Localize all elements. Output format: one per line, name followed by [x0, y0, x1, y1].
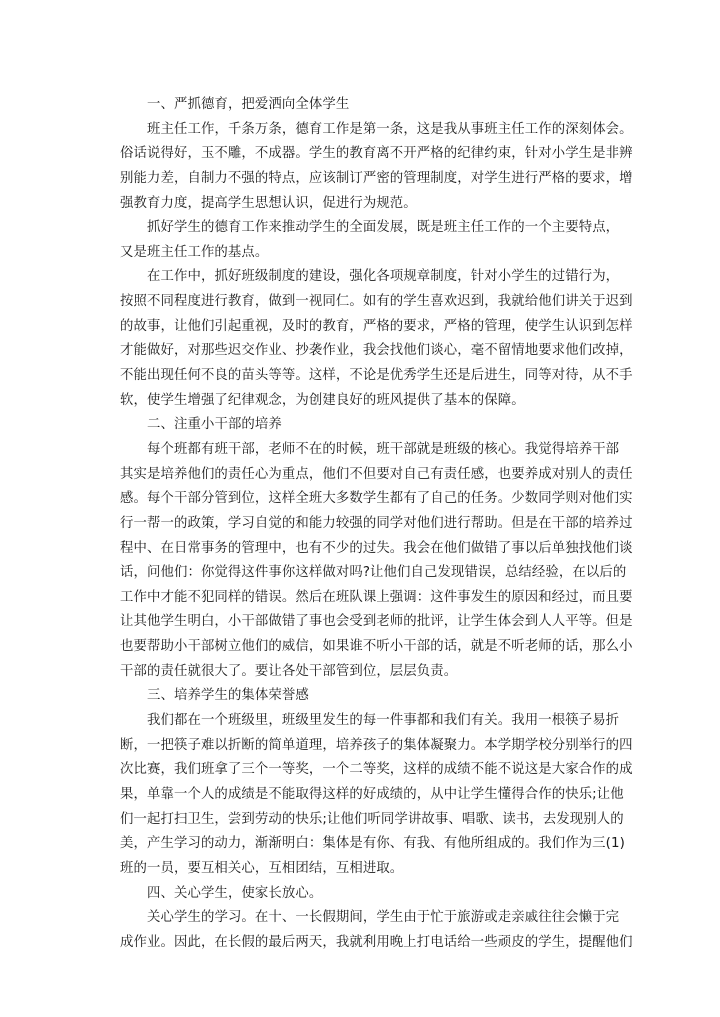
paragraph-line: 关心学生的学习。在十、一长假期间，学生由于忙于旅游或走亲戚往往会懒于完 — [147, 910, 620, 926]
paragraph-line: 抓好学生的德育工作来推动学生的全面发展，既是班主任工作的一个主要特点， — [147, 220, 620, 236]
paragraph-line: 们一起打扫卫生，尝到劳动的快乐;让他们听同学讲故事、唱歌、读书，去发现别人的 — [120, 811, 624, 827]
paragraph-line: 行一帮一的政策，学习自觉的和能力较强的同学对他们进行帮助。但是在干部的培养过 — [120, 515, 633, 531]
paragraph-line: 俗话说得好，玉不雕，不成器。学生的教育离不开严格的纪律约束，针对小学生是非辨 — [120, 146, 633, 162]
paragraph-line: 工作中才能不犯同样的错误。然后在班队课上强调：这件事发生的原因和经过，而且要 — [120, 589, 633, 605]
paragraph-line: 干部的责任就很大了。要让各处干部管到位，层层负责。 — [120, 663, 458, 679]
paragraph-line: 每个班都有班干部，老师不在的时候，班干部就是班级的核心。我觉得培养干部 — [147, 441, 620, 457]
paragraph-line: 让其他学生明白，小干部做错了事也会受到老师的批评，让学生体会到人人平等。但是 — [120, 614, 633, 630]
paragraph-line: 也要帮助小干部树立他们的威信，如果谁不听小干部的话，就是不听老师的话，那么小 — [120, 639, 633, 655]
paragraph-line: 话，问他们：你觉得这件事你这样做对吗?让他们自己发现错误，总结经验，在以后的 — [120, 565, 627, 581]
paragraph-line: 美，产生学习的动力，渐渐明白：集体是有你、有我、有他所组成的。我们作为三(1) — [120, 836, 625, 852]
section-heading: 四、关心学生，使家长放心。 — [147, 885, 323, 901]
paragraph-line: 的故事，让他们引起重视，及时的教育，严格的要求，严格的管理，使学生认识到怎样 — [120, 318, 633, 334]
paragraph-line: 不能出现任何不良的苗头等等。这样，不论是优秀学生还是后进生，同等对待，从不手 — [120, 368, 633, 384]
paragraph-line: 按照不同程度进行教育，做到一视同仁。如有的学生喜欢迟到，我就给他们讲关于迟到 — [120, 294, 633, 310]
paragraph-line: 感。每个干部分管到位，这样全班大多数学生都有了自己的任务。少数同学则对他们实 — [120, 491, 633, 507]
paragraph-line: 别能力差，自制力不强的特点，应该制订严密的管理制度，对学生进行严格的要求，增 — [120, 170, 633, 186]
paragraph-line: 才能做好，对那些迟交作业、抄袭作业，我会找他们谈心，毫不留情地要求他们改掉， — [120, 343, 633, 359]
paragraph-line: 强教育力度，提高学生思想认识，促进行为规范。 — [120, 195, 417, 211]
section-heading: 三、培养学生的集体荣誉感 — [147, 688, 309, 704]
paragraph-line: 其实是培养他们的责任心为重点，他们不但要对自己有责任感，也要养成对别人的责任 — [120, 466, 633, 482]
paragraph-line: 成作业。因此，在长假的最后两天，我就利用晚上打电话给一些顽皮的学生，提醒他们 — [120, 934, 633, 950]
paragraph-line: 又是班主任工作的基点。 — [120, 244, 269, 260]
section-heading: 一、严抓德育，把爱洒向全体学生 — [147, 97, 350, 112]
paragraph-line: 我们都在一个班级里，班级里发生的每一件事都和我们有关。我用一根筷子易折 — [147, 713, 620, 729]
section-heading: 二、注重小干部的培养 — [147, 417, 282, 433]
paragraph-line: 软，使学生增强了纪律观念，为创建良好的班风提供了基本的保障。 — [120, 392, 525, 408]
paragraph-line: 班的一员，要互相关心，互相团结，互相进取。 — [120, 860, 404, 876]
paragraph-line: 程中、在日常事务的管理中，也有不少的过失。我会在他们做错了事以后单独找他们谈 — [120, 540, 633, 556]
paragraph-line: 班主任工作，千条万条，德育工作是第一条，这是我从事班主任工作的深刻体会。 — [147, 121, 633, 137]
paragraph-line: 在工作中，抓好班级制度的建设，强化各项规章制度，针对小学生的过错行为， — [147, 269, 620, 285]
paragraph-line: 断，一把筷子难以折断的简单道理，培养孩子的集体凝聚力。本学期学校分别举行的四 — [120, 737, 633, 753]
paragraph-line: 果，单靠一个人的成绩是不能取得这样的好成绩的，从中让学生懂得合作的快乐;让他 — [120, 786, 624, 802]
document-body — [120, 93, 633, 955]
paragraph-line: 次比赛，我们班拿了三个一等奖，一个二等奖，这样的成绩不能不说这是大家合作的成 — [120, 762, 633, 778]
